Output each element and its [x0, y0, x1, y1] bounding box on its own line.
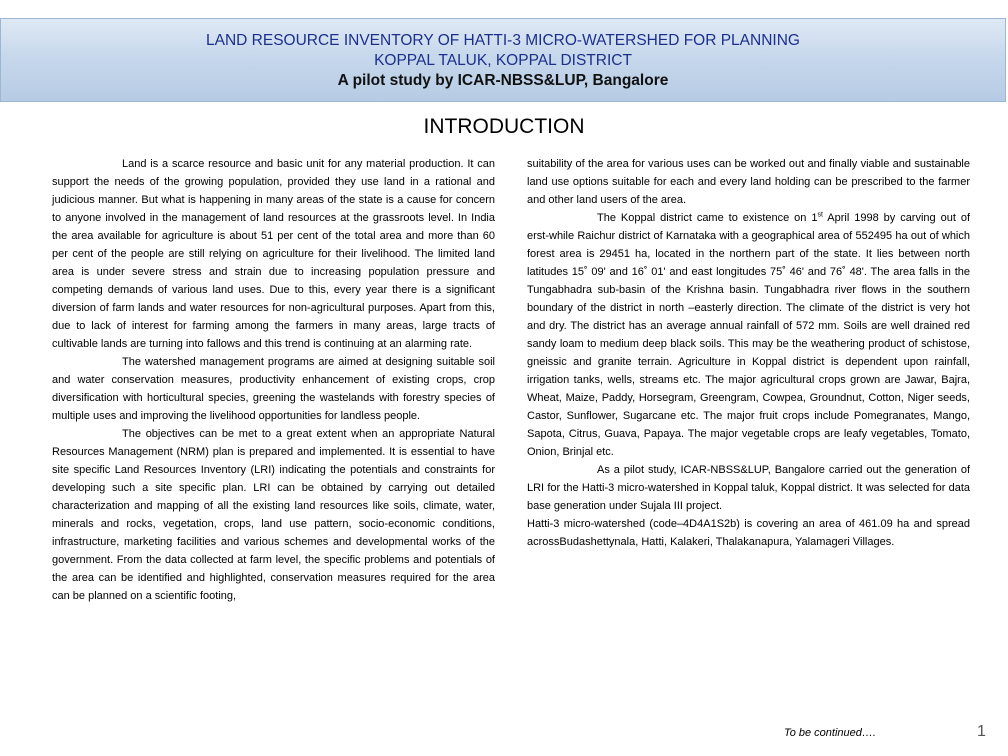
paragraph-text: April 1998 by carving out of erst-while Raichur district of Karnataka with a geographical area of 552495 ha out of which forest area is 29451 ha, located in the northern part of the state. It lies between north latitudes 15˚ 09' and 16˚ 01' and east longitudes 75˚ 46' and 76˚ 48'. The area falls in the Tungabhadra sub-basin of the Krishna basin. Tungabhadra river flows in the southern boundary of the district in north –easterly direction. The climate of the district is very hot and dry. The district has an average annual rainfall of 572 mm. Soils are well drained red sandy loam to medium deep black soils. This may be the weathering product of schistose, gneissic and granite terrain. Agriculture in Koppal district is dependent upon rainfall, irrigation tanks, wells, streams etc. The major agricultural crops grown are Jawar, Bajra, Wheat, Maize, Paddy, Horsegram, Greengram, Cowpea, Groundnut, Cotton, Niger seeds, Castor, Sunflower, Sugarcane etc. The major fruit crops include Pomegranates, Mango, Sapota, Citrus, Guava, Papaya. The major vegetable crops are leafy vegetables, Tomato, Onion, Brinjal etc. [527, 212, 971, 458]
banner-subtitle-line: KOPPAL TALUK, KOPPAL DISTRICT [374, 52, 632, 69]
section-heading: INTRODUCTION [423, 115, 585, 138]
ordinal-suffix: st [817, 211, 823, 219]
title-banner [0, 18, 1006, 102]
paragraph: Hatti-3 micro-watershed (code–4D4A1S2b) is covering an area of 461.09 ha and spread acrossBudashettynala, Hatti, Kalakeri, Thalakanapura, Yalamageri Villages. [527, 518, 970, 548]
right-column [527, 155, 970, 551]
paragraph: The watershed management programs are aimed at designing suitable soil and water conservation measures, productivity enhancement of existing crops, crop diversification with horticultural species, greening the wastelands with forestry species of multiple uses and improving the livelihood opportunities for landless people. [52, 356, 495, 422]
banner-title-line: LAND RESOURCE INVENTORY OF HATTI-3 MICRO-WATERSHED FOR PLANNING [206, 32, 800, 49]
page-number: 1 [977, 723, 986, 740]
banner-study-line: A pilot study by ICAR-NBSS&LUP, Bangalore [337, 72, 669, 89]
left-column [52, 155, 495, 605]
paragraph: Land is a scarce resource and basic unit for any material production. It can support the needs of the growing population, provided they use land in a rational and judicious manner. But what is happening in many areas of the state is a cause for concern to anyone involved in the management of land resources at the grassroots level. In India the area available for agriculture is about 51 per cent of the total area and more than 60 per cent of the people are still relying on agriculture for their livelihood. The limited land area is under severe stress and strain due to increasing population pressure and competing demands of various land uses. Due to this, every year there is a significant diversion of farm lands and water resources for non-agricultural purposes. Apart from this, due to lack of interest for farming among the farmers in many areas, large tracts of cultivable lands are turning into fallows and this trend is continuing at an alarming rate. [52, 158, 495, 350]
paragraph: The objectives can be met to a great extent when an appropriate Natural Resources Management (NRM) plan is prepared and implemented. It is essential to have site specific Land Resources Inventory (LRI) indicating the potentials and constraints for developing such a site specific plan. LRI can be obtained by carrying out detailed characterization and mapping of all the existing land resources like soils, climate, water, minerals and rocks, vegetation, crops, land use pattern, socio-economic conditions, infrastructure, marketing facilities and various schemes and developmental works of the government. From the data collected at farm level, the specific problems and potentials of the area can be identified and highlighted, conservation measures required for the area can be planned on a scientific footing, [52, 428, 495, 602]
continued-note: To be continued…. [784, 727, 876, 739]
paragraph [527, 209, 970, 461]
paragraph: As a pilot study, ICAR-NBSS&LUP, Bangalore carried out the generation of LRI for the Hatti-3 micro-watershed in Koppal taluk, Koppal district. It was selected for data base generation under Sujala III project. [527, 464, 970, 512]
paragraph-text: The Koppal district came to existence on 1 [597, 212, 818, 224]
paragraph: suitability of the area for various uses can be worked out and finally viable and sustainable land use options suitable for each and every land holding can be prescribed to the farmer and other land users of the area. [527, 158, 970, 206]
